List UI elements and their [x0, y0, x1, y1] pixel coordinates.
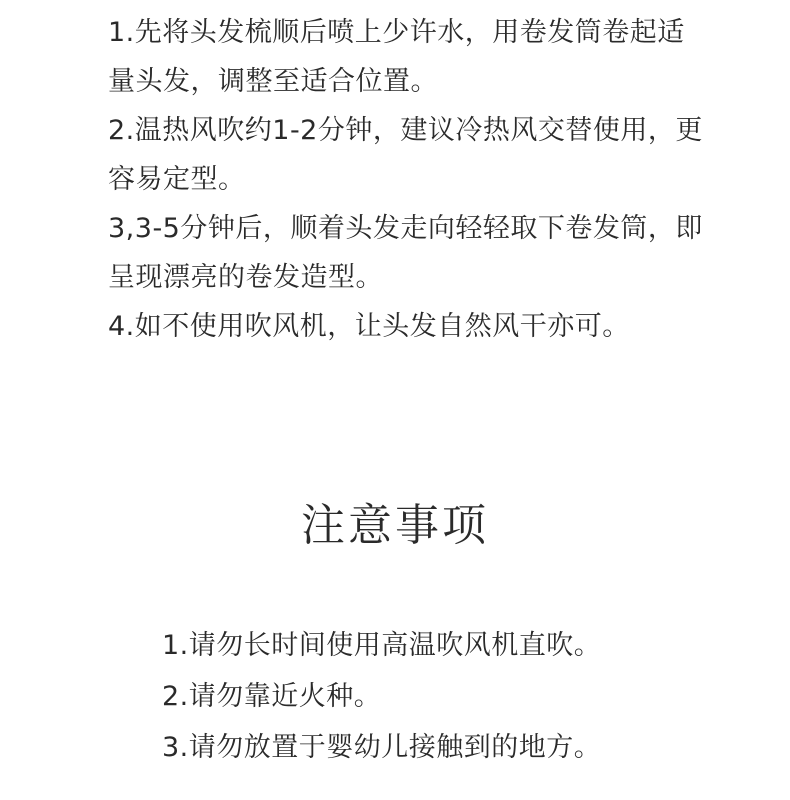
usage-steps-list — [108, 8, 708, 351]
usage-step: 3,3-5分钟后，顺着头发走向轻轻取下卷发筒，即呈现漂亮的卷发造型。 — [108, 213, 703, 293]
usage-step: 1.先将头发梳顺后喷上少许水，用卷发筒卷起适量头发，调整至适合位置。 — [108, 17, 685, 97]
note-item: 1.请勿长时间使用高温吹风机直吹。 — [162, 630, 602, 661]
usage-step: 4.如不使用吹风机，让头发自然风干亦可。 — [108, 311, 630, 342]
notes-section-title: 注意事项 — [301, 500, 489, 551]
usage-step: 2.温热风吹约1-2分钟，建议冷热风交替使用，更容易定型。 — [108, 115, 703, 195]
notes-list — [162, 620, 722, 773]
note-item: 3.请勿放置于婴幼儿接触到的地方。 — [162, 732, 602, 763]
note-item: 2.请勿靠近火种。 — [162, 681, 382, 712]
